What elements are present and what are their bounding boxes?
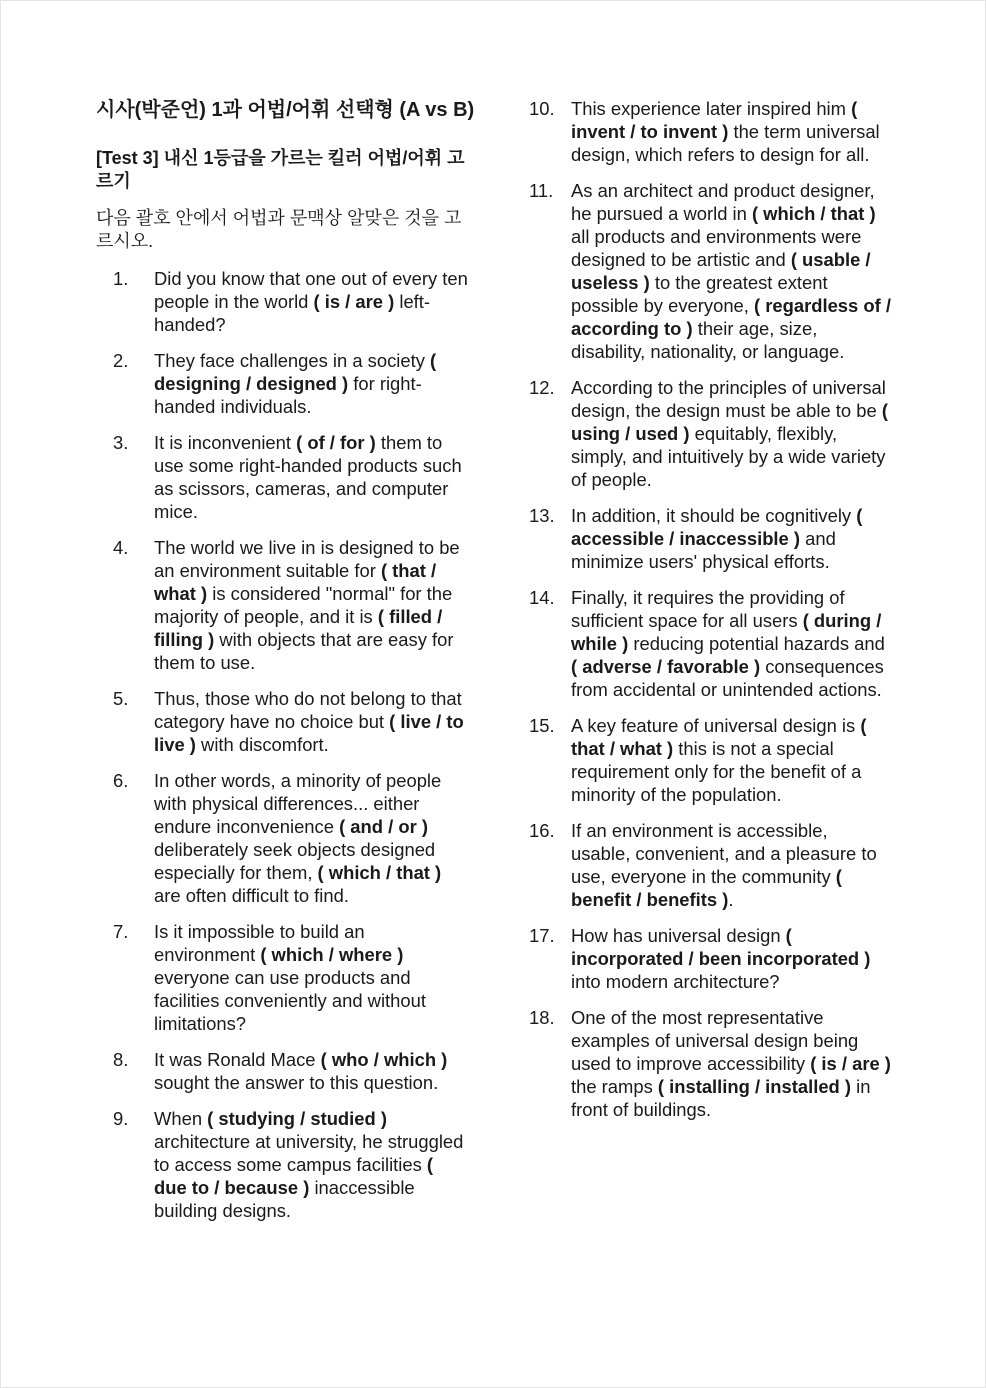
question-item: [529, 586, 891, 701]
question-text: inaccessible building designs.: [154, 1177, 415, 1221]
question-number: 15.: [529, 715, 555, 736]
question-text: Thus, those who do not belong to that category have no choice but: [154, 688, 462, 732]
question-number: 5.: [113, 688, 129, 709]
question-text: The world we live in is designed to be an environment suitable for: [154, 537, 460, 581]
question-item: [529, 819, 891, 911]
question-text: the ramps: [571, 1076, 658, 1097]
answer-choice: ( adverse / favorable ): [571, 656, 761, 677]
question-text: all products and environments were designed to be artistic and: [571, 226, 862, 270]
question-text: sought the answer to this question.: [154, 1072, 439, 1093]
question-text: If an environment is accessible, usable, convenient, and a pleasure to use, everyone in the community: [571, 820, 877, 887]
question-number: 11.: [529, 180, 554, 201]
question-number: 12.: [529, 377, 555, 398]
question-text: for right-handed individuals.: [154, 373, 422, 417]
answer-choice: ( using / used ): [571, 400, 888, 444]
question-text: architecture at university, he struggled to access some campus facilities: [154, 1131, 464, 1175]
question-item: [96, 1048, 469, 1094]
question-list-right: [529, 97, 899, 1121]
answer-choice: ( designing / designed ): [154, 350, 437, 394]
question-number: 13.: [529, 505, 555, 526]
answer-choice: ( filled / filling ): [154, 606, 443, 650]
question-number: 16.: [529, 820, 555, 841]
question-text: Finally, it requires the providing of sufficient space for all users: [571, 587, 845, 631]
instruction-text: 다음 괄호 안에서 어법과 문맥상 알맞은 것을 고르시오.: [96, 208, 462, 251]
question-text: everyone can use products and facilities conveniently and without limitations?: [154, 967, 426, 1034]
question-item: [529, 504, 891, 573]
question-text: In other words, a minority of people with physical differences... either endure inconvenience: [154, 770, 442, 837]
question-text: In addition, it should be cognitively: [571, 505, 857, 526]
right-column: [529, 97, 899, 1134]
question-text: How has universal design: [571, 925, 786, 946]
question-item: [96, 687, 469, 756]
question-number: 7.: [113, 921, 129, 942]
question-text: When: [154, 1108, 208, 1129]
answer-choice: ( who / which ): [320, 1049, 448, 1070]
question-text: consequences from accidental or unintended actions.: [571, 656, 884, 700]
question-number: 3.: [113, 432, 129, 453]
answer-choice: ( installing / installed ): [657, 1076, 852, 1097]
question-text: reducing potential hazards and: [628, 633, 885, 654]
question-text: It was Ronald Mace: [154, 1049, 321, 1070]
answer-choice: ( during / while ): [571, 610, 882, 654]
question-number: 6.: [113, 770, 129, 791]
question-text: in front of buildings.: [571, 1076, 871, 1120]
answer-choice: ( benefit / benefits ): [571, 866, 842, 910]
question-text: the term universal design, which refers to design for all.: [571, 121, 880, 165]
answer-choice: ( which / that ): [751, 203, 876, 224]
answer-choice: ( is / are ): [810, 1053, 891, 1074]
question-number: 17.: [529, 925, 555, 946]
question-text: is considered "normal" for the majority of people, and it is: [154, 583, 453, 627]
question-number: 18.: [529, 1007, 555, 1028]
question-number: 14.: [529, 587, 555, 608]
question-number: 1.: [113, 268, 129, 289]
answer-choice: ( that / what ): [571, 715, 867, 759]
section-heading: [Test 3] 내신 1등급을 가르는 킬러 어법/어휘 고르기: [96, 148, 465, 191]
question-text: with discomfort.: [195, 734, 329, 755]
question-text: A key feature of universal design is: [571, 715, 861, 736]
question-text: According to the principles of universal design, the design must be able to be: [571, 377, 886, 421]
question-item: [96, 267, 469, 336]
answer-choice: ( incorporated / been incorporated ): [571, 925, 871, 969]
question-text: Did you know that one out of every ten people in the world: [154, 268, 468, 312]
question-text: deliberately seek objects designed especially for them,: [154, 839, 436, 883]
question-item: [529, 376, 891, 491]
question-text: are often difficult to find.: [154, 885, 349, 906]
question-list-left: [96, 267, 476, 1222]
answer-choice: ( which / where ): [260, 944, 404, 965]
question-item: [529, 97, 891, 166]
question-text: It is inconvenient: [154, 432, 297, 453]
answer-choice: ( is / are ): [313, 291, 395, 312]
answer-choice: ( regardless of / according to ): [571, 295, 891, 339]
question-text: equitably, flexibly, simply, and intuitively by a wide variety of people.: [571, 423, 886, 490]
question-item: [529, 714, 891, 806]
question-text: this is not a special requirement only for the benefit of a minority of the population.: [571, 738, 862, 805]
question-item: [529, 924, 891, 993]
left-column: [96, 97, 476, 1235]
question-text: with objects that are easy for them to use.: [154, 629, 454, 673]
question-item: [529, 1006, 891, 1121]
question-text: into modern architecture?: [571, 971, 780, 992]
question-text: One of the most representative examples of universal design being used to improve accessibility: [571, 1007, 859, 1074]
question-text: They face challenges in a society: [154, 350, 431, 371]
question-item: [96, 536, 469, 674]
question-number: 9.: [113, 1108, 129, 1129]
answer-choice: ( live / to live ): [154, 711, 464, 755]
answer-choice: ( of / for ): [296, 432, 376, 453]
answer-choice: ( due to / because ): [154, 1154, 434, 1198]
answer-choice: ( usable / useless ): [571, 249, 871, 293]
question-text: Is it impossible to build an environment: [154, 921, 365, 965]
answer-choice: ( invent / to invent ): [571, 98, 858, 142]
question-text: As an architect and product designer, he pursued a world in: [571, 180, 875, 224]
answer-choice: ( and / or ): [339, 816, 428, 837]
question-text: This experience later inspired him: [571, 98, 852, 119]
answer-choice: ( accessible / inaccessible ): [571, 505, 863, 549]
question-text: their age, size, disability, nationality, or language.: [571, 318, 845, 362]
question-item: [96, 920, 469, 1035]
question-item: [96, 1107, 469, 1222]
question-text: to the greatest extent possible by everyone,: [571, 272, 828, 316]
question-number: 4.: [113, 537, 129, 558]
question-number: 10.: [529, 98, 555, 119]
page-title: 시사(박준언) 1과 어법/어휘 선택형 (A vs B): [96, 99, 475, 121]
question-text: .: [728, 889, 734, 910]
answer-choice: ( studying / studied ): [207, 1108, 387, 1129]
question-item: [96, 431, 469, 523]
question-text: them to use some right-handed products such as scissors, cameras, and computer mice.: [154, 432, 462, 522]
question-number: 2.: [113, 350, 129, 371]
answer-choice: ( that / what ): [154, 560, 437, 604]
question-number: 8.: [113, 1049, 129, 1070]
question-item: [96, 769, 469, 907]
question-text: left-handed?: [154, 291, 431, 335]
question-item: [96, 349, 469, 418]
answer-choice: ( which / that ): [317, 862, 442, 883]
question-text: and minimize users' physical efforts.: [571, 528, 836, 572]
question-item: [529, 179, 891, 363]
